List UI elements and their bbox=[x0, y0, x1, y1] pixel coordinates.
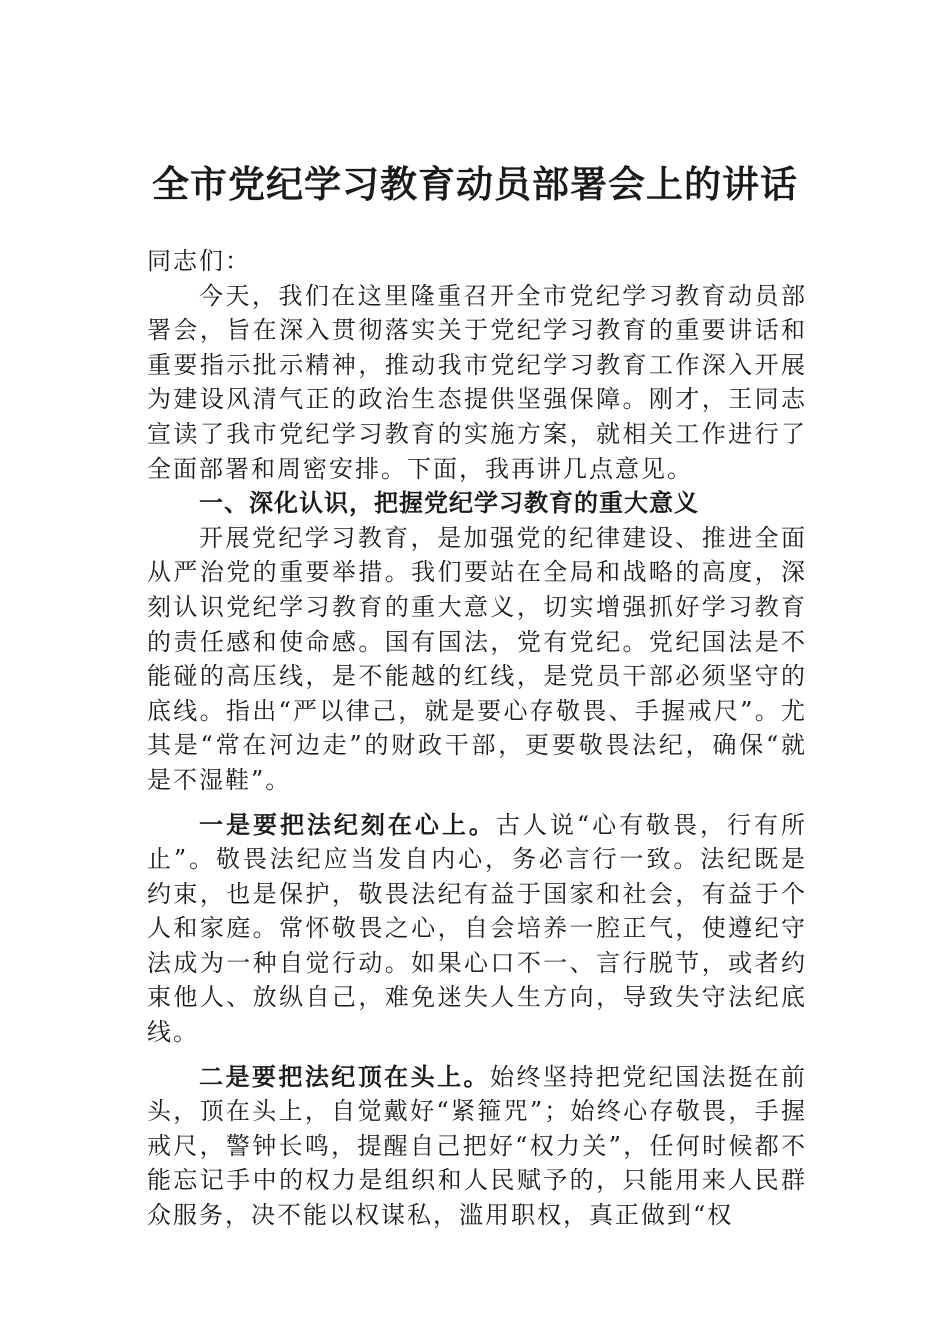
document-title: 全市党纪学习教育动员部署会上的讲话 bbox=[152, 162, 798, 206]
point-one-paragraph bbox=[147, 808, 807, 1050]
point-two-body: 始终坚持把党纪国法挺在前头，顶在头上，自觉戴好“紧箍咒”；始终心存敬畏，手握戒尺，警钟长鸣，提醒自己把好“权力关”，任何时候都不能忘记手中的权力是组织和人民赋予的，只能用来人民群众服务，决不能以权谋私，滥用职权，真正做到“权 bbox=[147, 1062, 807, 1230]
document-body bbox=[147, 244, 807, 1233]
point-two-paragraph bbox=[147, 1060, 807, 1233]
point-one-body: 古人说“心有敬畏，行有所止”。敬畏法纪应当发自内心，务必言行一致。法纪既是约束，也是保护，敬畏法纪有益于国家和社会，有益于个人和家庭。常怀敬畏之心，自会培养一腔正气，使遵纪守法成为一种自觉行动。如果心口不一、言行脱节，或者约束他人、放纵自己，难免迷失人生方向，导致失守法纪底线。 bbox=[147, 810, 807, 1047]
point-two-lead: 二是要把法纪顶在头上。 bbox=[199, 1061, 490, 1091]
section-paragraph: 开展党纪学习教育，是加强党的纪律建设、推进全面从严治党的重要举措。我们要站在全局和战略的高度，深刻认识党纪学习教育的重大意义，切实增强抓好学习教育的责任感和使命感。国有国法，党有党纪。党纪国法是不能碰的高压线，是不能越的红线，是党员干部必须坚守的底线。指出“严以律己，就是要心存敬畏、手握戒尺”。尤其是“常在河边走”的财政干部，更要敬畏法纪，确保“就是不湿鞋”。 bbox=[147, 523, 807, 794]
intro-paragraph: 今天，我们在这里隆重召开全市党纪学习教育动员部署会，旨在深入贯彻落实关于党纪学习教育的重要讲话和重要指示批示精神，推动我市党纪学习教育工作深入开展为建设风清气正的政治生态提供坚强保障。刚才，王同志宣读了我市党纪学习教育的实施方案，就相关工作进行了全面部署和周密安排。下面，我再讲几点意见。 bbox=[147, 281, 807, 483]
section-heading: 一、深化认识，把握党纪学习教育的重大意义 bbox=[199, 488, 699, 518]
salutation: 同志们： bbox=[147, 247, 251, 275]
point-one-lead: 一是要把法纪刻在心上。 bbox=[199, 809, 496, 839]
